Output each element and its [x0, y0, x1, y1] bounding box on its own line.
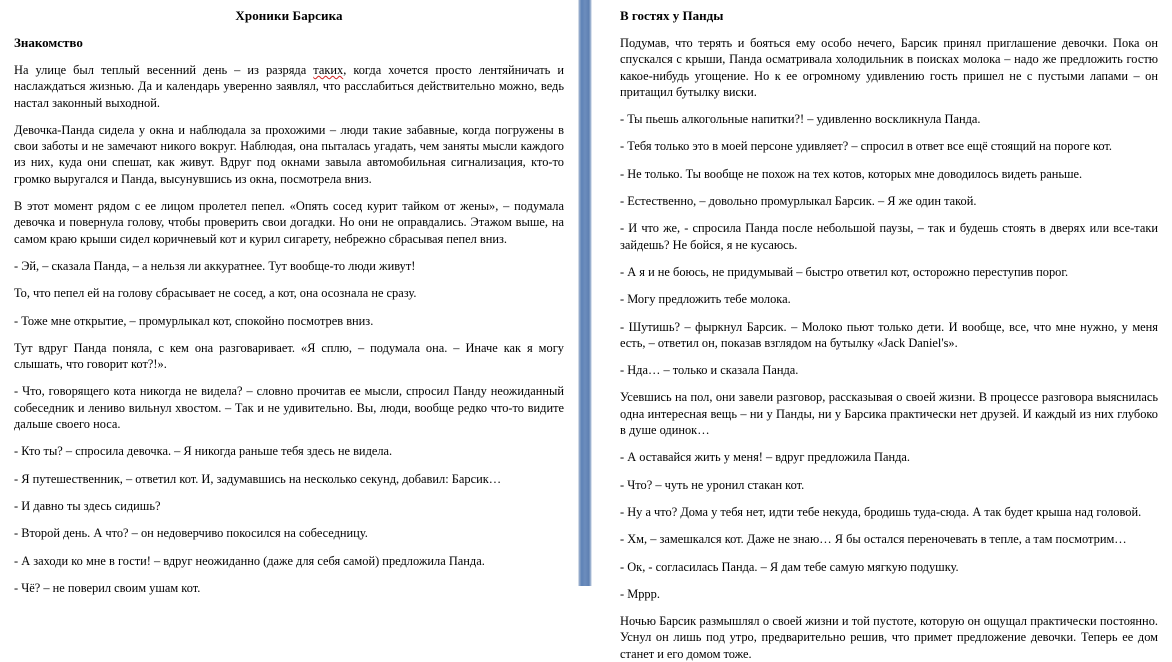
paragraph: - Я путешественник, – ответил кот. И, задумавшись на несколько секунд, добавил: Барсик…: [14, 471, 502, 486]
paragraph: - А я и не боюсь, не придумывай – быстро ответил кот, осторожно переступив порог.: [620, 264, 1069, 279]
paragraph: - Что? – чуть не уронил стакан кот.: [620, 477, 805, 492]
section-heading-right: В гостях у Панды: [620, 8, 724, 23]
paragraph: - И давно ты здесь сидишь?: [14, 498, 161, 513]
paragraph: - А оставайся жить у меня! – вдруг предложила Панда.: [620, 450, 911, 465]
paragraph: - Тоже мне открытие, – промурлыкал кот, спокойно посмотрев вниз.: [14, 313, 374, 328]
left-text-column: [0, 0, 578, 595]
right-text-column: [592, 0, 1172, 661]
paragraph: Подумав, что терять и бояться ему особо нечего, Барсик принял приглашение девочки. Пока он спускался с крыши, Панда осматривала холодильник в поисках молока – надо же предложить гостю какое-нибудь угощение. Но к ее огромному удивлению гость пришел не с пустыми лапами – он притащил бутылку виски.: [620, 36, 1158, 99]
paragraph: Ночью Барсик размышлял о своей жизни и той пустоте, которую он ощущал практически постоянно. Уснул он лишь под утро, предварительно решив, что примет предложение девочки. Теперь ее дом станет и его домом тоже.: [620, 614, 1158, 661]
paragraph: То, что пепел ей на голову сбрасывает не сосед, а кот, она осознала не сразу.: [14, 286, 417, 301]
paragraph: - Ты пьешь алкогольные напитки?! – удивленно воскликнула Панда.: [620, 112, 981, 127]
section-heading-left: Знакомство: [14, 35, 83, 50]
paragraph: Усевшись на пол, они завели разговор, рассказывая о своей жизни. В процессе разговора выяснилась одна интересная вещь – ни у Панды, ни у Барсика практически нет друзей. И каждый из них глубоко в душе одинок…: [620, 390, 1158, 438]
paragraph: - Чё? – не поверил своим ушам кот.: [14, 580, 201, 595]
paragraph: - И что же, - спросила Панда после небольшой паузы, – так и будешь стоять в дверях или все-таки зайдешь? Не бойся, я не кусаюсь.: [620, 221, 1158, 252]
paragraph: Тут вдруг Панда поняла, с кем она разговаривает. «Я сплю, – подумала она. – Иначе как я могу слышать, что говорит кот?!».: [14, 340, 564, 372]
paragraph: - Ок, - согласилась Панда. – Я дам тебе самую мягкую подушку.: [620, 559, 959, 574]
spellcheck-word: таких: [313, 63, 344, 77]
paragraph: - Не только. Ты вообще не похож на тех котов, которых мне доводилось видеть раньше.: [620, 166, 1083, 181]
paragraph: - А заходи ко мне в гости! – вдруг неожиданно (даже для себя самой) предложила Панда.: [14, 553, 485, 568]
paragraph: - Эй, – сказала Панда, – а нельзя ли аккуратнее. Тут вообще-то люди живут!: [14, 258, 416, 273]
paragraph: - Хм, – замешкался кот. Даже не знаю… Я бы остался переночевать в тепле, а там посмотрим…: [620, 532, 1127, 547]
paragraph: - Мррр.: [620, 586, 660, 601]
paragraph: - Естественно, – довольно промурлыкал Барсик. – Я же один такой.: [620, 194, 977, 209]
paragraph: На улице был теплый весенний день – из разряда таких, когда хочется просто лентяйничать и наслаждаться жизнью. Да и календарь уверенно заявлял, что расслабиться действительно можно, ведь настал законный выходной.: [14, 63, 564, 110]
paragraph: - Что, говорящего кота никогда не видела? – словно прочитав ее мысли, спросил Панду неожиданный собеседник и лениво вильнул хвостом. – Так и не удивительно. Вы, люди, вообще редко что-то видите дальше своего носа.: [14, 384, 564, 432]
paragraph: В этот момент рядом с ее лицом пролетел пепел. «Опять сосед курит тайком от жены», – подумала девочка и повернула голову, чтобы проверить свои догадки. Но они не оправдались. Этажом выше, на самом краю крыши сидел коричневый кот и курил сигарету, небрежно сбрасывая пепел вниз.: [14, 199, 564, 246]
paragraph: - Могу предложить тебе молока.: [620, 292, 791, 307]
right-column-body: [620, 35, 1158, 662]
column-divider[interactable]: [578, 0, 592, 586]
page-title: Хроники Барсика: [235, 8, 343, 23]
paragraph: - Тебя только это в моей персоне удивляет? – спросил в ответ все ещё стоящий на пороге кот.: [620, 139, 1112, 154]
left-column-body: [14, 62, 564, 596]
paragraph: - Нда… – только и сказала Панда.: [620, 363, 799, 378]
paragraph: Девочка-Панда сидела у окна и наблюдала за прохожими – люди такие забавные, когда погружены в свои заботы и не замечают никого вокруг. Наблюдая, она пыталась угадать, чем заняты мысли каждого из них, куда они спешат, как живут. Вдруг под окнами завыла автомобильная сигнализация, кто-то громко выругался и Панда, высунувшись из окна, посмотрела вниз.: [14, 122, 564, 186]
paragraph: - Кто ты? – спросила девочка. – Я никогда раньше тебя здесь не видела.: [14, 444, 393, 459]
paragraph: - Ну а что? Дома у тебя нет, идти тебе некуда, бродишь туда-сюда. А так будет крыша над головой.: [620, 504, 1142, 519]
paragraph: - Шутишь? – фыркнул Барсик. – Молоко пьют только дети. И вообще, все, что мне нужно, у меня есть, – ответил он, показав взглядом на бутылку «Jack Daniel's».: [620, 319, 1158, 350]
paragraph: - Второй день. А что? – он недоверчиво покосился на собеседницу.: [14, 526, 368, 541]
